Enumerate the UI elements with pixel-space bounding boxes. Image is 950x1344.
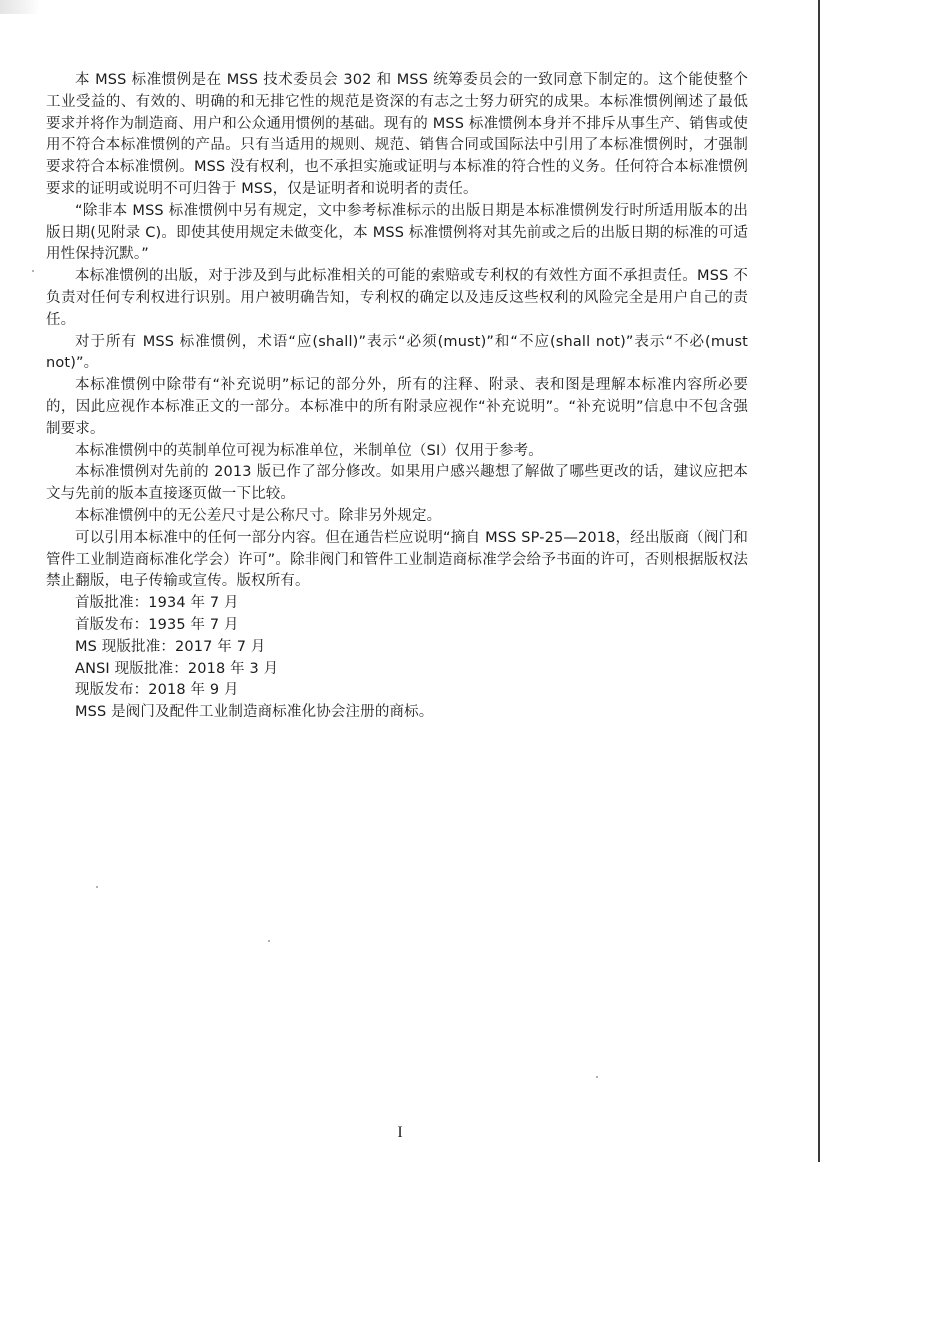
document-body xyxy=(46,70,748,724)
ansi-current-approval-date: ANSI 现版批准：2018 年 3 月 xyxy=(75,660,279,677)
scan-speck xyxy=(96,886,98,888)
paragraph-6: 本标准惯例中的英制单位可视为标准单位，米制单位（SI）仅用于参考。 xyxy=(75,442,543,459)
scan-page-edge xyxy=(818,0,820,1162)
publication-dates xyxy=(46,593,748,724)
current-publication-date: 现版发布：2018 年 9 月 xyxy=(75,682,239,699)
page-number: I xyxy=(397,1124,403,1141)
scan-speck xyxy=(596,1076,598,1078)
paragraph-7: 本标准惯例对先前的 2013 版已作了部分修改。如果用户感兴趣想了解做了哪些更改的话，建议应把本文与先前的版本直接逐页做一下比较。 xyxy=(46,464,748,503)
first-publication-date: 首版发布：1935 年 7 月 xyxy=(75,616,239,633)
paragraph-2: “除非本 MSS 标准惯例中另有规定，文中参考标准标示的出版日期是本标准惯例发行时所适用版本的出版日期(见附录 C)。即使其使用规定未做变化，本 MSS 标准惯例将对其先前或之后的出版日期的标准的可适用性保持沉默。” xyxy=(46,202,748,263)
paragraph-3: 本标准惯例的出版，对于涉及到与此标准相关的可能的索赔或专利权的有效性方面不承担责任。MSS 不负责对任何专利权进行识别。用户被明确告知，专利权的确定以及违反这些权利的风险完全是用户自己的责任。 xyxy=(46,268,748,328)
scan-speck xyxy=(268,940,270,942)
scan-speck xyxy=(32,270,34,272)
paragraph-5: 本标准惯例中除带有“补充说明”标记的部分外，所有的注释、附录、表和图是理解本标准内容所必要的，因此应视作本标准正文的一部分。本标准中的所有附录应视作“补充说明”。“补充说明”信息中不包含强制要求。 xyxy=(46,377,748,437)
paragraph-9: 可以引用本标准中的任何一部分内容。但在通告栏应说明“摘自 MSS SP-25—2018，经出版商（阀门和管件工业制造商标准化学会）许可”。除非阀门和管件工业制造商标准学会给予书面的许可，否则根据版权法禁止翻版，电子传输或宣传。版权所有。 xyxy=(46,529,748,590)
first-approval-date: 首版批准：1934 年 7 月 xyxy=(75,595,239,612)
paragraph-1: 本 MSS 标准惯例是在 MSS 技术委员会 302 和 MSS 统筹委员会的一致同意下制定的。这个能使整个工业受益的、有效的、明确的和无排它性的规范是资深的有志之士努力研究的成果。本标准惯例阐述了最低要求并将作为制造商、用户和公众通用惯例的基础。现有的 MSS 标准惯例本身并不排斥从事生产、销售或使用不符合本标准惯例的产品。只有当适用的规则、规范、销售合同或国际法中引用了本标准惯例时，才强制要求符合本标准惯例。MSS 没有权利，也不承担实施或证明与本标准的符合性的义务。任何符合本标准惯例要求的证明或说明不可归咎于 MSS，仅是证明者和说明者的责任。 xyxy=(46,72,748,197)
trademark-notice: MSS 是阀门及配件工业制造商标准化协会注册的商标。 xyxy=(75,704,434,721)
scan-artifact-top xyxy=(0,0,40,14)
paragraph-8: 本标准惯例中的无公差尺寸是公称尺寸。除非另外规定。 xyxy=(75,507,442,524)
ms-current-approval-date: MS 现版批准：2017 年 7 月 xyxy=(75,638,266,655)
paragraph-4: 对于所有 MSS 标准惯例，术语“应(shall)”表示“必须(must)”和“不应(shall not)”表示“不必(must not)”。 xyxy=(46,333,748,372)
